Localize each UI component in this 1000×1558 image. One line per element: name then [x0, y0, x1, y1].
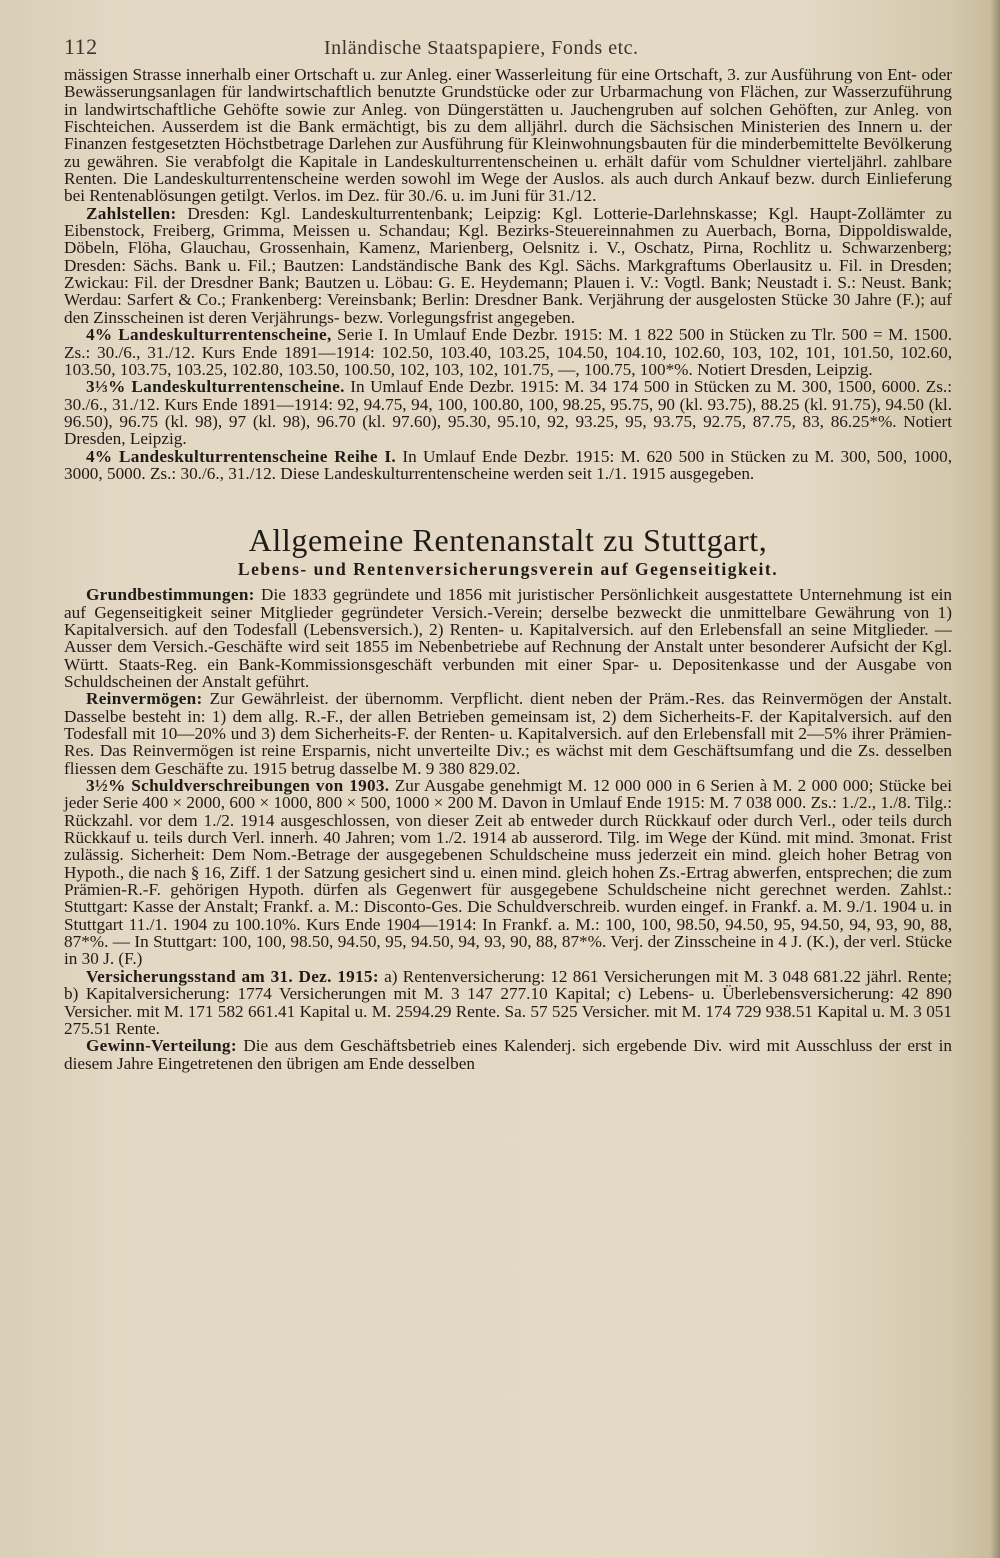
paragraph-entry-2 — [64, 378, 952, 447]
running-title: Inländische Staatspapiere, Fonds etc. — [324, 37, 639, 59]
grund-label: Grundbestimmungen: — [86, 585, 255, 605]
paragraph-versicherungsstand — [64, 968, 952, 1037]
grund-text: Die 1833 gegründete und 1856 mit juristischer Persönlichkeit ausgestattete Unternehmung ist ein auf Gegenseitigkeit seiner Mitglieder gegründeter Versich.-Verein; derselbe bezweckt die unmittelbare Gewährung von 1) Kapitalversich. auf den Todesfall (Lebensversich.), 2) Renten- u. Kapitalversich. auf den Erlebensfall an seine Mitglieder. — Ausser dem Versich.-Geschäfte wird seit 1855 im Nebenbetriebe auf Rechnung der Anstalt unter besonderer Aufsicht der Kgl. Württ. Staats-Reg. ein Bank-Kommissionsgeschäft verbunden mit einer Spar- u. Depositenkasse und der Ausgabe von Schuldscheinen der Anstalt geführt. — [64, 585, 952, 691]
paragraph-grundbestimmungen — [64, 586, 952, 690]
section-subtitle: Lebens- und Rentenversicherungsverein auf Gegenseitigkeit. — [237, 559, 779, 580]
entry-1-label: 4% Landeskulturrentenscheine, — [86, 325, 332, 345]
rein-text: Zur Gewährleist. der übernomm. Verpflicht. dient neben der Präm.-Res. das Reinvermögen der Anstalt. Dasselbe besteht in: 1) dem allg. R.-F., der allen Betrieben gemeinsam ist, 2) dem Sicherheits-F. der Kapitalversich. auf den Todesfall mit 10—20% und 3) dem Sicherheits-F. der Renten- u. Kapitalversich. auf den Erlebensfall mit 2—5% ihrer Prämien-Res. Das Reinvermögen ist reine Ersparnis, nicht unverteilte Div.; es wächst mit dem Geschäftsumfang und die Zs. desselben fliessen dem Geschäfte zu. 1915 betrug dasselbe M. 9 380 829.02. — [64, 689, 953, 778]
section-title: Allgemeine Rentenanstalt zu Stuttgart, — [248, 522, 768, 559]
page-number: 112 — [64, 34, 98, 59]
entry-2-text: In Umlauf Ende Dezbr. 1915: M. 34 174 500 in Stücken zu M. 300, 1500, 6000. Zs.: 30./6., 31./12. Kurs Ende 1891—1914: 92, 94.75, 94, 100, 100.80, 100, 98.25, 95.75, 90 (kl. 93.75), 88.25 (kl. 91.75), 94.50 (kl. 96.50), 96.75 (kl. 98), 97 (kl. 98), 96.70 (kl. 97.60), 95.30, 95.10, 92, 93.25, 95, 93.75, 92.75, 87.75, 83, 86.25*%. Notiert Dresden, Leipzig. — [64, 377, 952, 449]
paragraph-entry-1 — [64, 326, 952, 378]
paragraph-zahlstellen — [64, 205, 952, 326]
paragraph-entry-3 — [64, 448, 952, 483]
vers-label: Versicherungsstand am 31. Dez. 1915: — [86, 966, 379, 986]
vers-text: a) Rentenversicherung: 12 861 Versicherungen mit M. 3 048 681.22 jährl. Rente; b) Kapitalversicherung: 1774 Versicherungen mit M. 3 147 277.10 Kapital; c) Lebens- u. Überlebensversicherung: 42 890 Versicher. mit M. 171 582 661.41 Kapital u. M. 2594.29 Rente. Sa. 57 525 Versicher. mit M. 174 729 938.51 Kapital u. M. 3 051 275.51 Rente. — [64, 966, 953, 1038]
intro-text: mässigen Strasse innerhalb einer Ortschaft u. zur Anleg. einer Wasserleitung für eine Ortschaft, 3. zur Ausführung von Ent- oder Bewässerungsanlagen für landwirtschaftlich benutzte Grundstücke oder zur Urbarmachung von Flächen, zur Wasserzuführung in landwirtschaftliche Gehöfte sowie zur Anleg. von Düngerstätten u. Jauchengruben auf solchen Gehöften, zur Anleg. von Fischteichen. Ausserdem ist die Bank ermächtigt, bis zu dem alljährl. durch die Sächsischen Ministerien des Innern u. der Finanzen festgesetzten Höchstbetrage Darlehen zur Ausführung für Kleinwohnungsbauten für die minderbemittelte Bevölkerung zu gewähren. Sie verabfolgt die Kapitale in Landeskulturrentenscheinen u. erhält dafür vom Schuldner vierteljährl. zahlbare Renten. Die Landeskulturrentenscheine werden sowohl im Wege der Auslos. als auch durch Ankauf bezw. durch Einlieferung bei Rentenablösungen getilgt. Verlos. im Dez. für 30./6. u. im Juni für 31./12. — [64, 65, 952, 206]
rein-label: Reinvermögen: — [86, 689, 203, 709]
section-rentenanstalt — [64, 586, 952, 1072]
paragraph-gewinnverteilung — [64, 1037, 952, 1072]
entry-3-text: In Umlauf Ende Dezbr. 1915: M. 620 500 in Stücken zu M. 300, 500, 1000, 3000, 5000. Zs.: 30./6., 31./12. Diese Landeskulturrentenscheine werden seit 1./1. 1915 ausgegeben. — [64, 446, 953, 483]
paragraph-schuldverschreibungen — [64, 777, 952, 968]
entry-3-label: 4% Landeskulturrentenscheine Reihe I. — [86, 446, 397, 466]
entry-2-label: 3⅓% Landeskulturrentenscheine. — [86, 377, 345, 397]
page-header — [64, 34, 952, 60]
entry-1-text: Serie I. In Umlauf Ende Dezbr. 1915: M. 1 822 500 in Stücken zu Tlr. 500 = M. 1500. Zs.: 30./6., 31./12. Kurs Ende 1891—1914: 102.50, 103.40, 103.25, 104.50, 104.10, 102.60, 103, 102, 101, 101.50, 102.60, 103.50, 103.75, 103.25, 102.80, 103.50, 100.50, 102, 103, 102, 101.75, —, 100.75, 100*%. Notiert Dresden, Leipzig. — [64, 325, 953, 379]
schuld-text: Zur Ausgabe genehmigt M. 12 000 000 in 6 Serien à M. 2 000 000; Stücke bei jeder Serie 400 × 2000, 600 × 1000, 800 × 500, 1000 × 200 M. Davon in Umlauf Ende 1915: M. 7 038 000. Zs.: 1./2., 1./8. Tilg.: Rückzahl. vor dem 1./2. 1914 ausgeschlossen, von dieser Zeit ab entweder durch Rückkauf oder durch Verl., oder teils durch Rückkauf u. teils durch Verl. innerh. 40 Jahren; vom 1./2. 1914 ab ausserord. Tilg. im Wege der Künd. mit mind. 3monat. Frist zulässig. Sicherheit: Dem Nom.-Betrage der ausgegebenen Schuldscheine muss jederzeit ein mind. gleich hoher Betrag von Hypoth., die nach § 16, Ziff. 1 der Satzung gesichert sind u. einen mind. gleich hohen Zs.-Ertrag abwerfen, entsprechen; die zum Prämien-R.-F. gehörigen Hypoth. dürfen als Gegenwert für ausgegebene Schuldscheine nicht gerechnet werden. Zahlst.: Stuttgart: Kasse der Anstalt; Frankf. a. M.: Disconto-Ges. Die Schuldverschreib. wurden eingef. in Frankf. a. M. 9./1. 1904 u. in Stuttgart 11./1. 1904 zu 100.10%. Kurs Ende 1904—1914: In Frankf. a. M.: 100, 100, 98.50, 94.50, 95, 94.50, 94, 93, 90, 88, 87*%. — In Stuttgart: 100, 100, 98.50, 94.50, 95, 94.50, 94, 93, 90, 88, 87*%. Verj. der Zinsscheine in 4 J. (K.), der verl. Stücke in 30 J. (F.) — [64, 776, 953, 969]
paragraph-reinvermoegen — [64, 690, 952, 777]
gewinn-label: Gewinn-Verteilung: — [86, 1036, 237, 1056]
zahlstellen-label: Zahlstellen: — [86, 203, 177, 223]
paragraph-intro — [64, 66, 952, 205]
zahlstellen-text: Dresden: Kgl. Landeskulturrentenbank; Leipzig: Kgl. Lotterie-Darlehnskasse; Kgl. Haupt-Zollämter zu Eibenstock, Freiberg, Grimma, Meissen u. Schandau; Kgl. Bezirks-Steuereinnahmen zu Auerbach, Borna, Dippoldiswalde, Döbeln, Flöha, Glauchau, Grossenhain, Kamenz, Marienberg, Oelsnitz i. V., Oschatz, Pirna, Rochlitz u. Schwarzenberg; Dresden: Sächs. Bank u. Fil.; Bautzen: Landständische Bank des Kgl. Sächs. Markgraftums Oberlausitz u. Fil. in Dresden; Zwickau: Fil. der Dresdner Bank; Bautzen u. Löbau: G. E. Heydemann; Plauen i. V.: Vogtl. Bank; Neustadt i. S.: Neust. Bank; Werdau: Sarfert & Co.; Frankenberg: Vereinsbank; Berlin: Dresdner Bank. Verjährung der ausgelosten Stücke 30 Jahre (F.); auf den Zinsscheinen ist deren Verjährungs- bezw. Vorlegungsfrist angegeben. — [64, 203, 952, 327]
gewinn-text: Die aus dem Geschäftsbetrieb eines Kalenderj. sich ergebende Div. wird mit Ausschluss der erst in diesem Jahre Eingetretenen den übrigen am Ende desselben — [64, 1036, 953, 1073]
schuld-label: 3½% Schuldverschreibungen von 1903. — [86, 776, 390, 796]
section-landeskultur — [64, 66, 952, 482]
